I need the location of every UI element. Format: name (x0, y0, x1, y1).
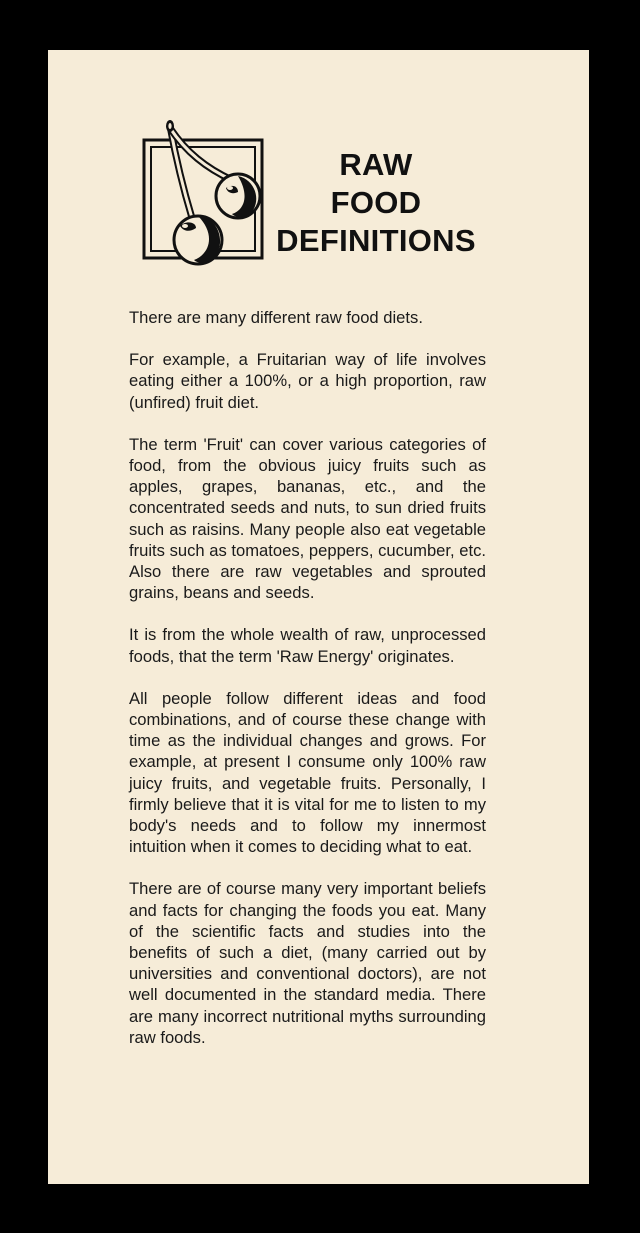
title-line-3: DEFINITIONS (276, 223, 476, 258)
page-title (268, 146, 484, 260)
title-line-2: FOOD (330, 185, 422, 220)
paragraph-food-combinations: All people follow different ideas and food combinations, and of course these change with time as the individual changes and grows. For example, at present I consume only 100% raw juicy fruits, and vegetable fruits. Personally, I firmly believe that it is vital for me to listen to my body's needs and to follow my innermost intuition when it comes to deciding what to eat. (129, 688, 486, 857)
title-line-1: RAW (339, 147, 413, 182)
paragraph-fruit-term: The term 'Fruit' can cover various categories of food, from the obvious juicy fruits such as apples, grapes, bananas, etc., and the concentrated seeds and nuts, to sun dried fruits such as raisins. Many people also eat vegetable fruits such as tomatoes, peppers, cucumber, etc. Also there are raw vegetables and sprouted grains, beans and seeds. (129, 434, 486, 603)
paragraph-intro: There are many different raw food diets. (129, 308, 423, 327)
paragraph-raw-energy: It is from the whole wealth of raw, unprocessed foods, that the term 'Raw Energy' originates. (129, 625, 486, 666)
paragraph-example: For example, a Fruitarian way of life involves eating either a 100%, or a high proportion, raw (unfired) fruit diet. (129, 350, 486, 412)
cherries-in-frame-icon (140, 118, 268, 266)
body-text (129, 307, 486, 1069)
leaflet-page (48, 50, 589, 1184)
paragraph-beliefs-facts: There are of course many very important beliefs and facts for changing the foods you eat. Many of the scientific facts and studies into the benefits of such a diet, (many carried out by universities and conventional doctors), are not well documented in the standard media. There are many incorrect nutritional myths surrounding raw foods. (129, 879, 486, 1047)
